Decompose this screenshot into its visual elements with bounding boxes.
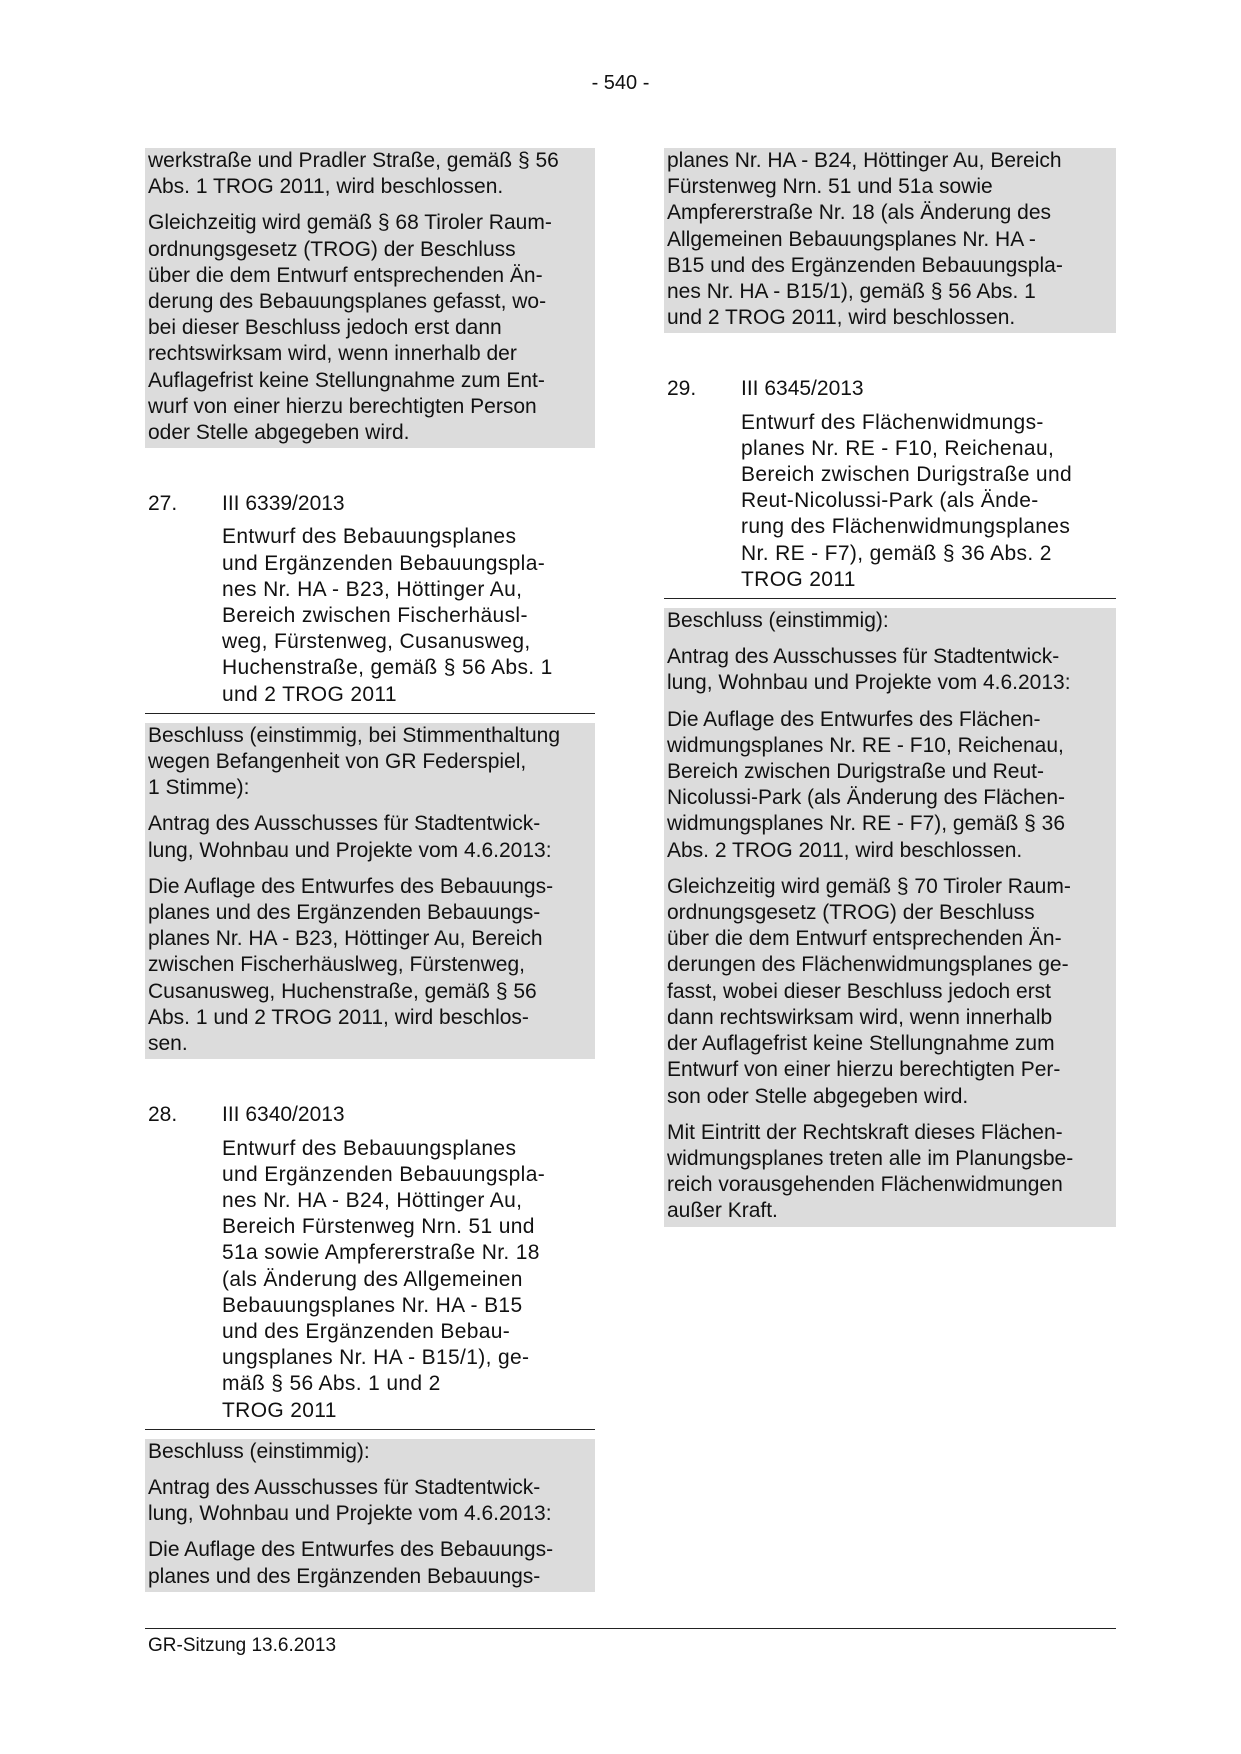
paragraph: planes Nr. HA - B24, Höttinger Au, Bereich Fürstenweg Nrn. 51 und 51a sowie Ampfererstraße Nr. 18 (als Änderung des Allgemeinen Bebauungsplanes Nr. HA - B15 und des Ergänzenden Bebauungspla- nes Nr. HA - B15/1), gemäß § 56 Abs. 1 und 2 TROG 2011, wird beschlossen. <box>667 149 1063 330</box>
item-reference: III 6340/2013 <box>222 1103 345 1127</box>
divider <box>145 713 595 714</box>
item-heading <box>145 491 595 517</box>
resolution-heading: Beschluss (einstimmig): <box>667 609 889 633</box>
item-heading <box>145 1102 595 1128</box>
item-number: 27. <box>148 492 178 516</box>
page-number: - 540 - <box>591 72 650 94</box>
paragraph: Mit Eintritt der Rechtskraft dieses Flächen- widmungsplanes treten alle im Planungsbe- reich vorausgehenden Flächenwidmungen außer Kraft. <box>667 1120 1074 1223</box>
item-reference: III 6345/2013 <box>741 377 864 401</box>
paragraph: Die Auflage des Entwurfes des Bebauungs- planes und des Ergänzenden Bebauungs- <box>148 1538 554 1588</box>
footer-divider <box>145 1628 1116 1629</box>
item-title: Entwurf des Flächenwidmungs- planes Nr. RE - F10, Reichenau, Bereich zwischen Durigstraße und Reut-Nicolussi-Park (als Ände- rung des Flächenwidmungsplanes Nr. RE - F7), gemäß § 36 Abs. 2 TROG 2011 <box>741 410 1073 591</box>
agenda-item-28 <box>145 1102 595 1591</box>
paragraph: Antrag des Ausschusses für Stadtentwick- lung, Wohnbau und Projekte vom 4.6.2013: <box>148 1475 552 1526</box>
carryover-resolution-block <box>664 148 1116 333</box>
resolution-block <box>664 608 1116 1226</box>
divider <box>664 598 1116 599</box>
agenda-item-27 <box>145 491 595 1059</box>
footer-session-label: GR-Sitzung 13.6.2013 <box>148 1635 337 1656</box>
paragraph: Antrag des Ausschusses für Stadtentwick- lung, Wohnbau und Projekte vom 4.6.2013: <box>667 645 1071 695</box>
item-number: 29. <box>667 377 697 401</box>
paragraph: Die Auflage des Entwurfes des Bebauungs- planes und des Ergänzenden Bebauungs- planes Nr. HA - B23, Höttinger Au, Bereich zwischen Fischerhäuslweg, Fürstenweg, Cusanusweg, Huchenstraße, gemäß § 56 Abs. 1 und 2 TROG 2011, wird beschlos- sen. <box>148 874 554 1056</box>
item-title: Entwurf des Bebauungsplanes und Ergänzenden Bebauungspla- nes Nr. HA - B24, Höttinger Au, Bereich Fürstenweg Nrn. 51 und 51a sowie Ampfererstraße Nr. 18 (als Änderung des Allgemeinen Bebauungsplanes Nr. HA - B15 und des Ergänzenden Bebau- ungsplanes Nr. HA - B15/1), ge- mäß § 56 Abs. 1 und 2 TROG 2011 <box>222 1136 546 1422</box>
item-number: 28. <box>148 1103 178 1127</box>
paragraph: Die Auflage des Entwurfes des Flächen- widmungsplanes Nr. RE - F10, Reichenau, Bereich zwischen Durigstraße und Reut- Nicolussi-Park (als Änderung des Flächen- widmungsplanes Nr. RE - F7), gemäß § 36 Abs. 2 TROG 2011, wird beschlossen. <box>667 707 1066 862</box>
resolution-block <box>145 1439 595 1592</box>
paragraph: Gleichzeitig wird gemäß § 70 Tiroler Raum- ordnungsgesetz (TROG) der Beschluss über die dem Entwurf entsprechenden Än- derungen des Flächenwidmungsplanes ge- fasst, wobei dieser Beschluss jedoch erst dann rechtswirksam wird, wenn innerhalb der Auflagefrist keine Stellungnahme zum Entwurf von einer hierzu berechtigten Per- son oder Stelle abgegeben wird. <box>667 874 1071 1108</box>
resolution-block <box>145 723 595 1059</box>
item-reference: III 6339/2013 <box>222 492 345 516</box>
item-title: Entwurf des Bebauungsplanes und Ergänzenden Bebauungspla- nes Nr. HA - B23, Höttinger Au, Bereich zwischen Fischerhäusl- weg, Fürstenweg, Cusanusweg, Huchenstraße, gemäß § 56 Abs. 1 und 2 TROG 2011 <box>222 525 553 706</box>
paragraph: werkstraße und Pradler Straße, gemäß § 56 Abs. 1 TROG 2011, wird beschlossen. <box>148 149 559 199</box>
agenda-item-29 <box>664 376 1116 1226</box>
right-column <box>664 148 1116 1227</box>
paragraph: Gleichzeitig wird gemäß § 68 Tiroler Raum- ordnungsgesetz (TROG) der Beschluss über die dem Entwurf entsprechenden Än- derung des Bebauungsplanes gefasst, wo- bei dieser Beschluss jedoch erst dann rechtswirksam wird, wenn innerhalb der Auflagefrist keine Stellungnahme zum Ent- wurf von einer hierzu berechtigten Person oder Stelle abgegeben wird. <box>148 211 552 445</box>
paragraph: Antrag des Ausschusses für Stadtentwick- lung, Wohnbau und Projekte vom 4.6.2013: <box>148 812 552 862</box>
resolution-heading: Beschluss (einstimmig): <box>148 1439 370 1463</box>
resolution-heading: Beschluss (einstimmig, bei Stimmenthaltung wegen Befangenheit von GR Federspiel, 1 Stimme): <box>148 723 561 800</box>
divider <box>145 1429 595 1430</box>
carryover-resolution-block <box>145 148 595 448</box>
item-heading <box>664 376 1116 402</box>
left-column <box>145 148 595 1592</box>
